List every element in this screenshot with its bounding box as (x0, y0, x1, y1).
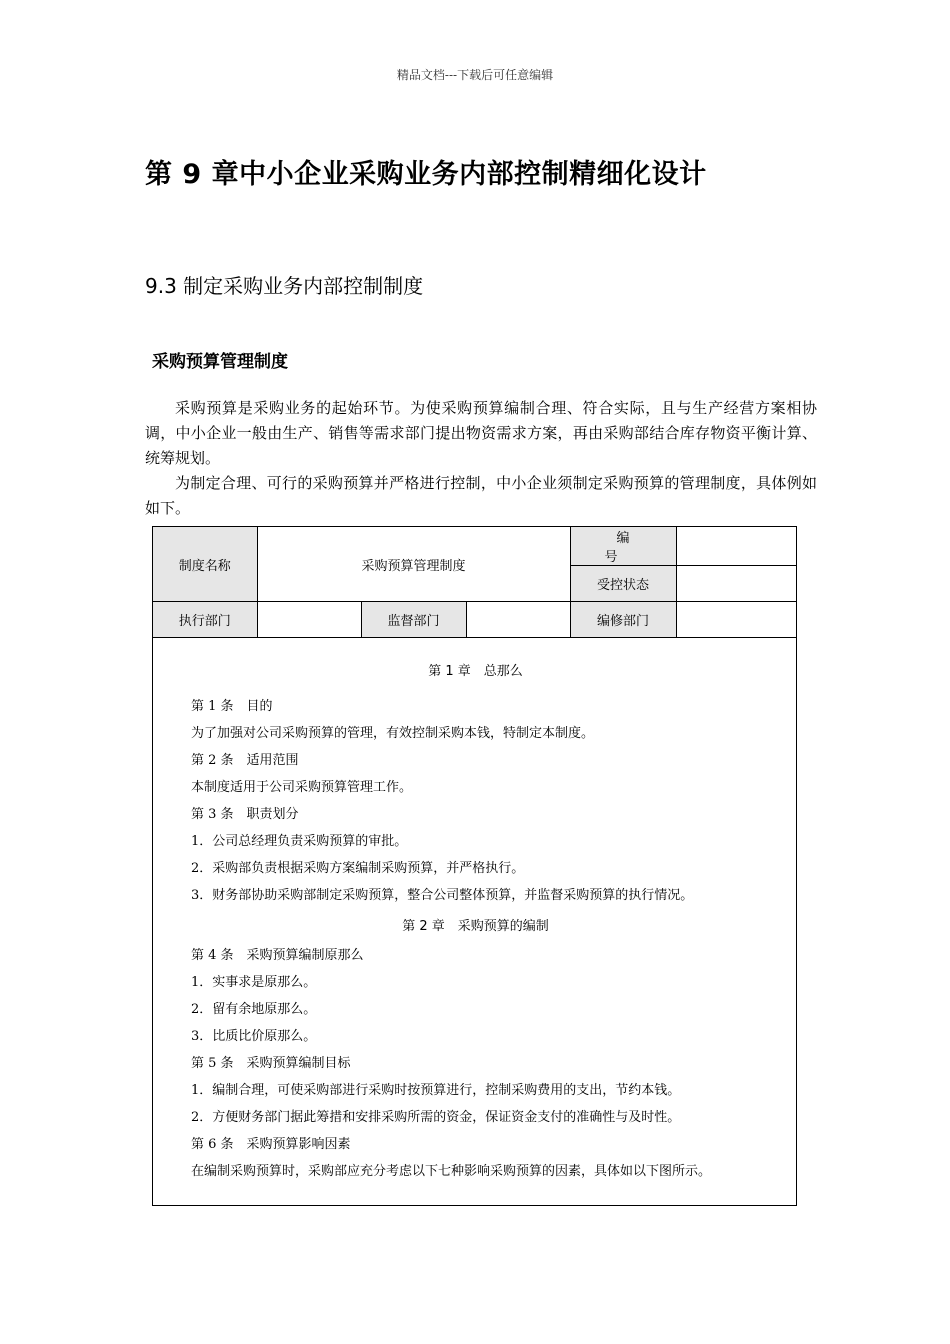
edit-dept-label: 编修部门 (570, 602, 676, 638)
supervise-dept-label: 监督部门 (361, 602, 466, 638)
page-header: 精品文档---下载后可任意编辑 (396, 68, 554, 82)
body-line: 3．财务部协助采购部制定采购预算，整合公司整体预算，并监督采购预算的执行情况。 (191, 888, 694, 903)
body-line: 3．比质比价原那么。 (191, 1029, 317, 1044)
body-line: 在编制采购预算时，采购部应充分考虑以下七种影响采购预算的因素，具体如以下图所示。 (191, 1164, 712, 1179)
body-line: 第 2 条 适用范围 (191, 753, 299, 768)
body-line: 第 6 条 采购预算影响因素 (191, 1137, 351, 1152)
body-line: 为了加强对公司采购预算的管理，有效控制采购本钱，特制定本制度。 (191, 726, 595, 741)
number-label-text: 编 号 (604, 531, 654, 565)
section-title: 9.3 制定采购业务内部控制制度 (145, 274, 424, 298)
body-line: 1．公司总经理负责采购预算的审批。 (191, 834, 408, 849)
body-line: 第 3 条 职责划分 (191, 807, 299, 822)
policy-name-value: 采购预算管理制度 (257, 527, 570, 602)
document-meta-table (153, 527, 797, 638)
control-status-label: 受控状态 (570, 566, 676, 602)
body-line: 1．实事求是原那么。 (191, 975, 317, 990)
control-status-value (676, 566, 797, 602)
supervise-dept-value (466, 602, 570, 638)
edit-dept-value (676, 602, 797, 638)
policy-document-table (152, 526, 797, 1206)
body-line: 第 4 条 采购预算编制原那么 (191, 948, 364, 963)
number-label (570, 527, 676, 566)
number-value (676, 527, 797, 566)
body-line: 本制度适用于公司采购预算管理工作。 (191, 780, 413, 795)
exec-dept-value (257, 602, 361, 638)
exec-dept-label: 执行部门 (153, 602, 257, 638)
body-line: 2．留有余地原那么。 (191, 1002, 317, 1017)
chapter-2-heading: 第 2 章 采购预算的编制 (402, 919, 549, 934)
subsection-title: 采购预算管理制度 (152, 352, 288, 372)
body-line: 第 1 条 目的 (191, 699, 273, 714)
intro-paragraph-1: 采购预算是采购业务的起始环节。为使采购预算编制合理、符合实际，且与生产经营方案相协调，中小企业一般由生产、销售等需求部门提出物资需求方案，再由采购部结合库存物资平衡计算、统筹规划。 (145, 399, 817, 467)
body-line: 2．方便财务部门据此筹措和安排采购所需的资金，保证资金支付的准确性与及时性。 (191, 1110, 681, 1125)
body-line: 第 5 条 采购预算编制目标 (191, 1056, 351, 1071)
chapter-1-heading: 第 1 章 总那么 (428, 664, 523, 679)
policy-body (153, 638, 796, 1185)
body-line: 2．采购部负责根据采购方案编制采购预算，并严格执行。 (191, 861, 525, 876)
chapter-title: 第 9 章中小企业采购业务内部控制精细化设计 (145, 159, 707, 190)
intro-text (145, 396, 817, 521)
intro-paragraph-2: 为制定合理、可行的采购预算并严格进行控制，中小企业须制定采购预算的管理制度，具体例如如下。 (145, 474, 817, 517)
body-line: 1．编制合理，可使采购部进行采购时按预算进行，控制采购费用的支出，节约本钱。 (191, 1083, 681, 1098)
policy-name-label: 制度名称 (153, 527, 257, 602)
